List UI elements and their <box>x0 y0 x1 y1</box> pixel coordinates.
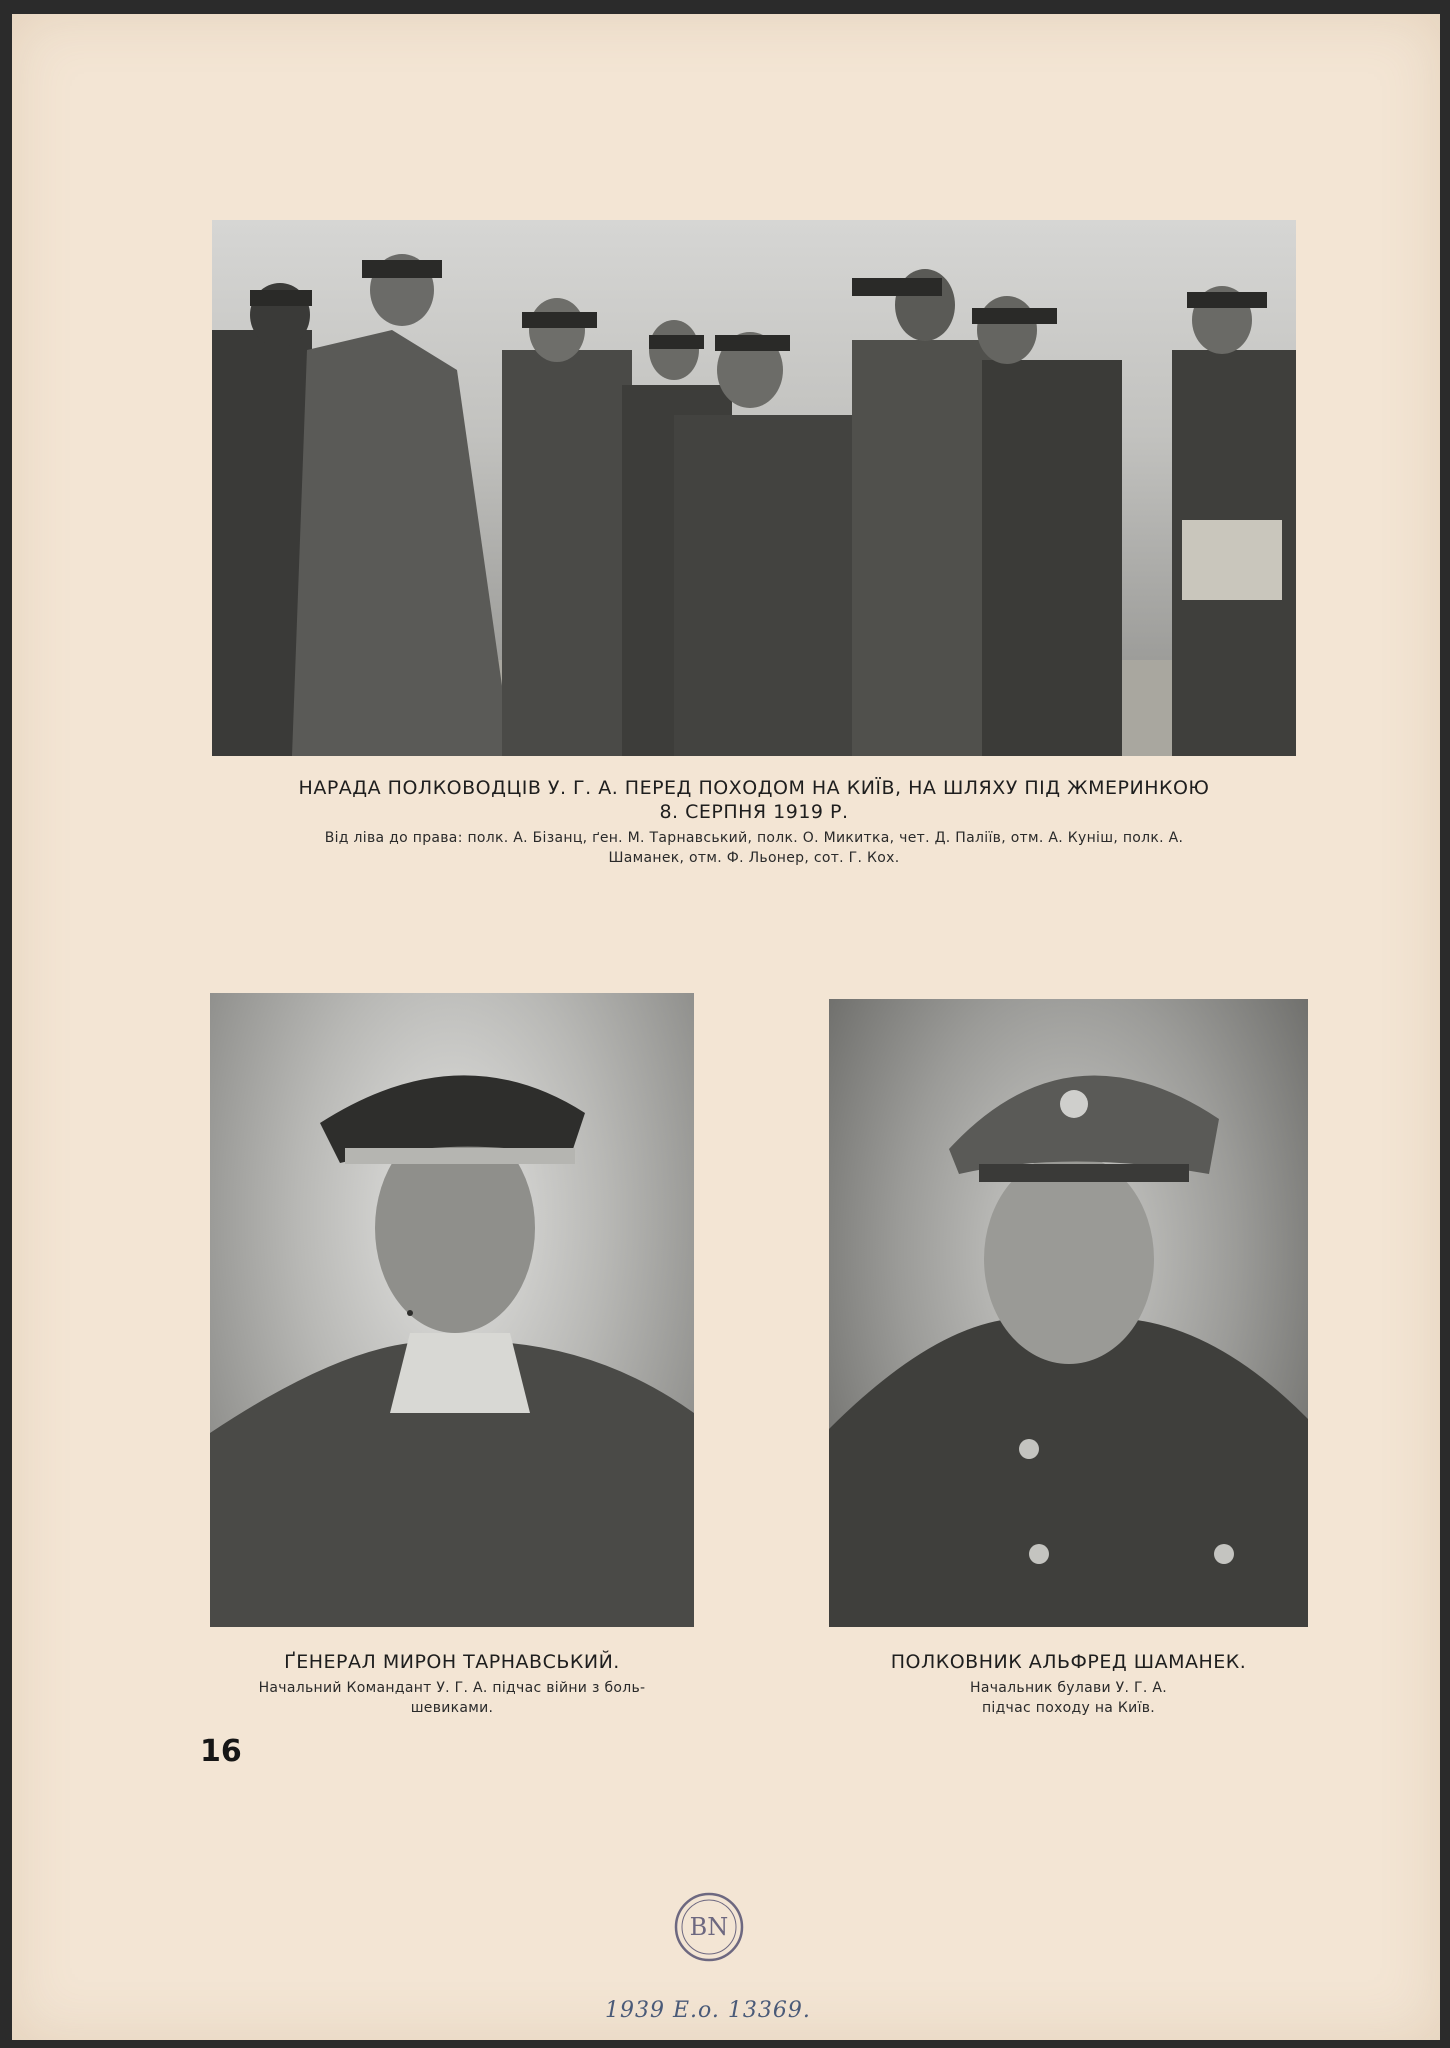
portrait-shamanek-subtitle <box>829 1678 1308 1718</box>
group-photo <box>212 220 1296 756</box>
handwritten-shelfmark: 1939 E.o. 13369. <box>605 1998 811 2023</box>
portrait-tarnavsky-subtitle <box>210 1678 694 1718</box>
group-photo-subtitle-line-2: Шаманек, отм. Ф. Льонер, сот. Г. Кох. <box>608 850 900 866</box>
portrait-shamanek-figure <box>829 999 1308 1627</box>
portrait-shamanek-subtitle-line-1: Начальник булави У. Г. А. <box>970 1680 1167 1696</box>
group-photo-title-line-1: НАРАДА ПОЛКОВОДЦІВ У. Г. А. ПЕРЕД ПОХОДОМ НА КИЇВ, НА ШЛЯХУ ПІД ЖМЕРИНКОЮ <box>298 777 1210 799</box>
portrait-tarnavsky-title: ҐЕНЕРАЛ МИРОН ТАРНАВСЬКИЙ. <box>284 1651 620 1673</box>
portrait-tarnavsky-subtitle-line-2: шевиками. <box>410 1700 494 1716</box>
group-photo-subtitle-line-1: Від ліва до права: полк. А. Бізанц, ґен. М. Тарнавський, полк. О. Микитка, чет. Д. Паліїв, отм. А. Куніш, полк. А. <box>324 830 1184 846</box>
group-photo-title-line-2: 8. СЕРПНЯ 1919 Р. <box>659 801 849 823</box>
portrait-shamanek-title: ПОЛКОВНИК АЛЬФРЕД ШАМАНЕК. <box>890 1651 1247 1673</box>
library-stamp-icon <box>672 1890 746 1964</box>
group-photo-title <box>212 776 1296 824</box>
portrait-tarnavsky <box>210 993 694 1627</box>
portrait-tarnavsky-subtitle-line-1: Начальний Командант У. Г. А. підчас війни з боль- <box>258 1680 646 1696</box>
portrait-shamanek <box>829 999 1308 1627</box>
group-photo-subtitle <box>212 828 1296 868</box>
portrait-tarnavsky-figure <box>210 993 694 1627</box>
group-photo-figures <box>212 220 1296 756</box>
svg-text:BN: BN <box>689 1913 729 1941</box>
page-number: 16 <box>200 1734 242 1769</box>
portrait-shamanek-subtitle-line-2: підчас походу на Київ. <box>981 1700 1156 1716</box>
